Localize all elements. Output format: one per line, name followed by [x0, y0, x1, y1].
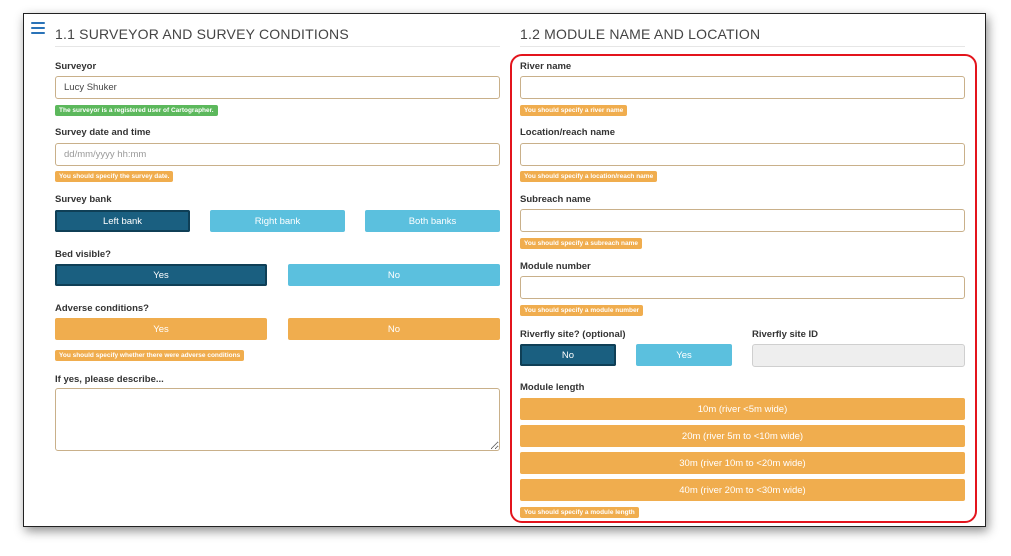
riverfly-no-button[interactable]: No	[520, 344, 616, 366]
riverfly-site-id-label: Riverfly site ID	[752, 329, 818, 340]
survey-date-warning-badge: You should specify the survey date.	[55, 171, 173, 182]
hamburger-menu-icon[interactable]	[31, 22, 45, 34]
riverfly-site-id-field	[752, 344, 965, 367]
river-name-warning-badge: You should specify a river name	[520, 105, 627, 116]
module-length-10m-button[interactable]: 10m (river <5m wide)	[520, 398, 965, 420]
module-length-warning-badge: You should specify a module length	[520, 507, 639, 518]
adverse-yes-button[interactable]: Yes	[55, 318, 267, 340]
subreach-label: Subreach name	[520, 194, 591, 205]
riverfly-yes-button[interactable]: Yes	[636, 344, 732, 366]
bed-visible-label: Bed visible?	[55, 249, 111, 260]
module-length-40m-button[interactable]: 40m (river 20m to <30m wide)	[520, 479, 965, 501]
section-title-module: 1.2 MODULE NAME AND LOCATION	[520, 26, 965, 47]
module-number-field[interactable]	[520, 276, 965, 299]
survey-date-field[interactable]	[55, 143, 500, 166]
module-number-label: Module number	[520, 261, 591, 272]
surveyor-status-badge: The surveyor is a registered user of Cartographer.	[55, 105, 218, 116]
module-length-label: Module length	[520, 382, 585, 393]
subreach-field[interactable]	[520, 209, 965, 232]
riverfly-site-label: Riverfly site? (optional)	[520, 329, 626, 340]
adverse-conditions-label: Adverse conditions?	[55, 303, 149, 314]
module-length-30m-button[interactable]: 30m (river 10m to <20m wide)	[520, 452, 965, 474]
right-bank-button[interactable]: Right bank	[210, 210, 345, 232]
adverse-no-button[interactable]: No	[288, 318, 500, 340]
section-title-surveyor: 1.1 SURVEYOR AND SURVEY CONDITIONS	[55, 26, 500, 47]
module-number-warning-badge: You should specify a module number	[520, 305, 643, 316]
conditions-description-textarea[interactable]	[55, 388, 500, 451]
adverse-warning-badge: You should specify whether there were adverse conditions	[55, 350, 244, 361]
location-field[interactable]	[520, 143, 965, 166]
survey-date-label: Survey date and time	[55, 127, 151, 138]
subreach-warning-badge: You should specify a subreach name	[520, 238, 642, 249]
module-length-20m-button[interactable]: 20m (river 5m to <10m wide)	[520, 425, 965, 447]
river-name-field[interactable]	[520, 76, 965, 99]
surveyor-label: Surveyor	[55, 61, 97, 72]
surveyor-field[interactable]	[55, 76, 500, 99]
bed-visible-yes-button[interactable]: Yes	[55, 264, 267, 286]
left-bank-button[interactable]: Left bank	[55, 210, 190, 232]
river-name-label: River name	[520, 61, 572, 72]
location-warning-badge: You should specify a location/reach name	[520, 171, 657, 182]
describe-label: If yes, please describe...	[55, 374, 164, 385]
location-label: Location/reach name	[520, 127, 616, 138]
bed-visible-no-button[interactable]: No	[288, 264, 500, 286]
both-banks-button[interactable]: Both banks	[365, 210, 500, 232]
survey-bank-label: Survey bank	[55, 194, 112, 205]
survey-form-window	[23, 13, 986, 527]
